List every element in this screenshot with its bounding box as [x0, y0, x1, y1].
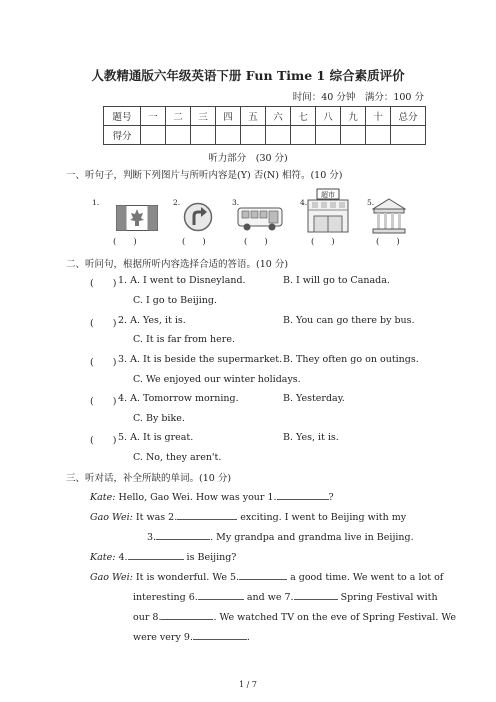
score-input-cell[interactable] — [166, 126, 191, 145]
dialogue-text: It is wonderful. We 5. — [135, 572, 240, 583]
dialogue-text: Hello, Gao Wei. How was your 1. — [118, 492, 277, 503]
speaker: Gao Wei: — [90, 512, 133, 523]
score-table-cell: 五 — [241, 107, 266, 126]
score-input-cell[interactable] — [241, 126, 266, 145]
score-input-cell[interactable] — [366, 126, 391, 145]
option-c: C. No, they aren't. — [133, 452, 222, 463]
score-table-cell: 一 — [141, 107, 166, 126]
score-input-cell[interactable] — [191, 126, 216, 145]
answer-paren[interactable]: ( ) — [182, 237, 206, 247]
blank-5[interactable] — [239, 570, 287, 580]
score-input-cell[interactable] — [266, 126, 291, 145]
speaker: Kate: — [90, 492, 116, 503]
answer-paren[interactable]: ( ) — [113, 237, 137, 247]
dialogue-line — [90, 510, 406, 523]
answer-paren[interactable]: ( ) — [90, 278, 117, 289]
picture-number: 5. — [367, 198, 375, 207]
blank-4[interactable] — [128, 550, 184, 560]
listening-heading: 听力部分 (30 分) — [208, 153, 288, 164]
score-input-cell[interactable] — [341, 126, 366, 145]
dialogue-text: our 8. — [133, 612, 162, 623]
time-info: 时间：40 分钟 满分：100 分 — [292, 92, 424, 103]
option-c: C. By bike. — [133, 413, 185, 424]
dialogue-line — [90, 490, 334, 503]
dialogue-text: . — [246, 632, 250, 643]
blank-1[interactable] — [277, 490, 329, 500]
score-input-cell[interactable] — [216, 126, 241, 145]
answer-paren[interactable]: ( ) — [90, 435, 117, 446]
answer-paren[interactable]: ( ) — [90, 318, 117, 329]
picture-number: 2. — [173, 198, 181, 207]
bus-icon — [236, 205, 284, 233]
option-c: C. I go to Beijing. — [133, 295, 217, 306]
picture-number: 3. — [232, 198, 240, 207]
dialogue-line — [133, 590, 438, 603]
dialogue-text: Spring Festival with — [340, 592, 438, 603]
answer-paren[interactable]: ( ) — [244, 237, 268, 247]
blank-8[interactable] — [161, 610, 213, 620]
section2-heading: 二、听问句，根据所听内容选择合适的答语。(10 分) — [66, 259, 289, 270]
document-title: 人教精通版六年级英语下册 Fun Time 1 综合素质评价 — [91, 68, 405, 83]
score-table-cell: 四 — [216, 107, 241, 126]
section1-heading: 一、听句子，判断下列图片与所听内容是(Y) 否(N) 相符。(10 分) — [66, 170, 343, 181]
score-table-cell: 十 — [366, 107, 391, 126]
option-c: C. We enjoyed our winter holidays. — [133, 374, 301, 385]
score-table-cell: 六 — [266, 107, 291, 126]
speaker: Gao Wei: — [90, 572, 133, 583]
answer-paren[interactable]: ( ) — [90, 396, 117, 407]
picture-number: 1. — [92, 198, 100, 207]
speaker: Kate: — [90, 552, 116, 563]
score-table-cell: 九 — [341, 107, 366, 126]
dialogue-line — [147, 530, 414, 543]
score-input-cell[interactable] — [391, 126, 426, 145]
option-a: 4. A. Tomorrow morning. — [118, 393, 239, 404]
option-b: B. They often go on outings. — [283, 354, 419, 365]
dialogue-text: exciting. I went to Beijing with my — [240, 512, 407, 523]
score-table-cell: 七 — [291, 107, 316, 126]
dialogue-line — [90, 570, 443, 583]
dialogue-text: a good time. We went to a lot of — [290, 572, 444, 583]
dialogue-text: . We watched TV on the eve of Spring Festival. We — [213, 612, 456, 623]
option-a: 1. A. I went to Disneyland. — [118, 275, 246, 286]
dialogue-text: were very 9. — [133, 632, 193, 643]
blank-9[interactable] — [193, 630, 247, 640]
option-a: 3. A. It is beside the supermarket. — [118, 354, 283, 365]
dialogue-text: 3. — [147, 532, 157, 543]
option-b: B. Yesterday. — [283, 393, 345, 404]
score-table-cell: 二 — [166, 107, 191, 126]
museum-icon — [372, 198, 406, 234]
score-table-score-row — [104, 126, 426, 145]
score-table-cell: 总分 — [391, 107, 426, 126]
dialogue-text: interesting 6. — [133, 592, 198, 603]
blank-6[interactable] — [198, 590, 244, 600]
answer-paren[interactable]: ( ) — [90, 357, 117, 368]
dialogue-text: It was 2. — [135, 512, 178, 523]
score-table — [103, 106, 426, 145]
option-c: C. It is far from here. — [133, 334, 235, 345]
dialogue-text: . My grandpa and grandma live in Beijing. — [210, 532, 414, 543]
option-b: B. Yes, it is. — [283, 432, 339, 443]
score-table-cell: 三 — [191, 107, 216, 126]
dialogue-text: and we 7. — [246, 592, 294, 603]
supermarket-icon — [305, 188, 351, 234]
canada-flag-icon — [116, 205, 158, 231]
blank-2[interactable] — [177, 510, 237, 520]
dialogue-text: 4. — [118, 552, 128, 563]
section3-heading: 三、听对话，补全所缺的单词。(10 分) — [66, 473, 232, 484]
page-number: 1 / 7 — [239, 680, 257, 689]
score-table-cell: 题号 — [104, 107, 141, 126]
option-b: B. You can go there by bus. — [283, 315, 415, 326]
score-table-cell: 八 — [316, 107, 341, 126]
option-a: 2. A. Yes, it is. — [118, 315, 186, 326]
option-b: B. I will go to Canada. — [283, 275, 390, 286]
score-input-cell[interactable] — [291, 126, 316, 145]
answer-paren[interactable]: ( ) — [376, 237, 400, 247]
dialogue-text: is Beijing? — [186, 552, 237, 563]
dialogue-text: ? — [328, 492, 334, 503]
answer-paren[interactable]: ( ) — [311, 237, 335, 247]
dialogue-line — [90, 550, 236, 563]
blank-7[interactable] — [294, 590, 338, 600]
supermarket-sign-text: 超市 — [321, 191, 335, 199]
turn-right-sign-icon — [183, 202, 213, 232]
dialogue-line — [133, 630, 250, 643]
blank-3[interactable] — [156, 530, 210, 540]
dialogue-line — [133, 610, 456, 623]
score-input-cell[interactable] — [141, 126, 166, 145]
score-input-cell[interactable] — [316, 126, 341, 145]
score-table-cell: 得分 — [104, 126, 141, 145]
option-a: 5. A. It is great. — [118, 432, 194, 443]
score-table-header-row — [104, 107, 426, 126]
picture-number: 4. — [300, 198, 308, 207]
